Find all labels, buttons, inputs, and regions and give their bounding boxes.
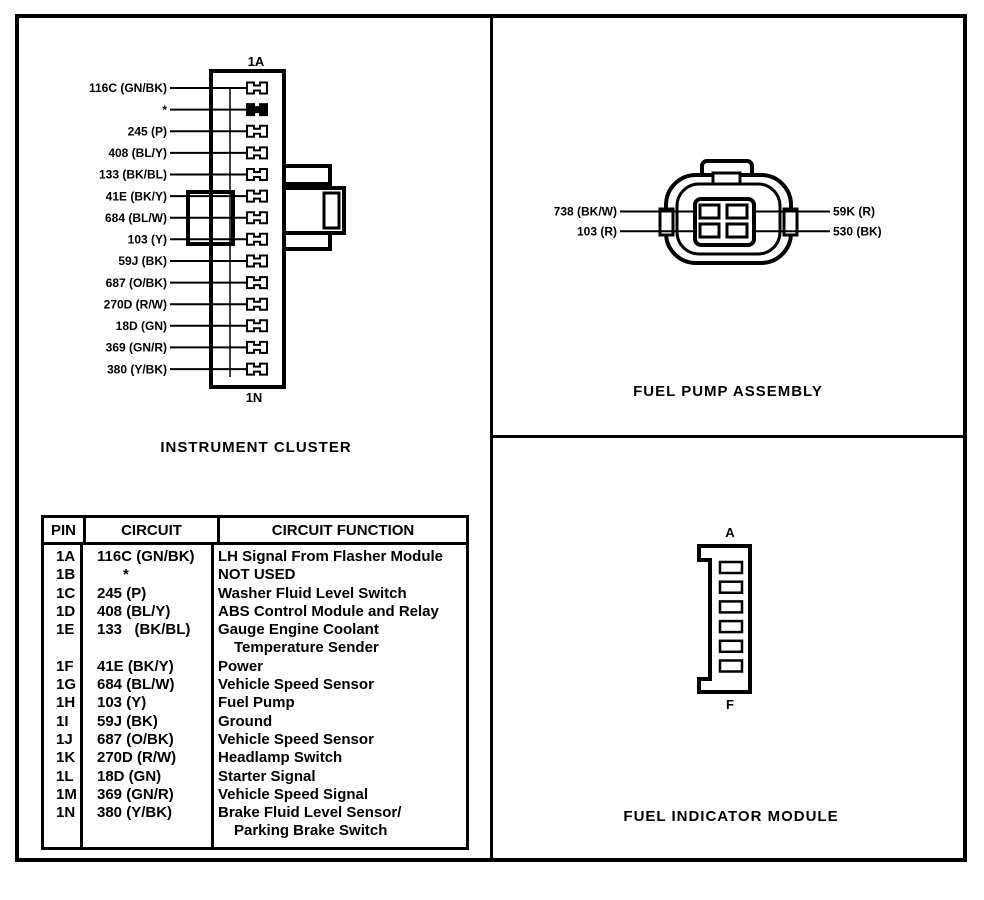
table-row [44,804,466,847]
function-line: Vehicle Speed Signal [218,785,369,803]
header-circuit: CIRCUIT [86,518,220,542]
function-line: Temperature Sender [234,639,379,657]
table-cell-function [214,566,466,584]
pin-wire-label: 41E (BK/Y) [105,189,167,204]
pin-wire-label: 687 (O/BK) [105,275,167,290]
table-cell-function [214,731,466,749]
table-cell-function [214,545,466,566]
fuel-indicator-caption: FUEL INDICATOR MODULE [623,808,839,825]
indicator-pin [720,562,742,573]
table-cell-circuit: 408 (BL/Y) [83,603,214,621]
pin-table [41,515,469,850]
table-cell-function [214,585,466,603]
indicator-pin [720,661,742,672]
table-cell-circuit: 684 (BL/W) [83,676,214,694]
indicator-first-pin-label: A [725,525,735,540]
function-line: Starter Signal [218,767,316,785]
fuel-pump-caption: FUEL PUMP ASSEMBLY [633,383,823,400]
table-cell-function [214,768,466,786]
table-row [44,603,466,621]
fuel-indicator-diagram [623,525,838,825]
pin-wire-label: 684 (BL/W) [104,210,167,225]
table-row [44,566,466,584]
pin-wire-label: 116C (GN/BK) [88,81,167,96]
table-row [44,658,466,676]
indicator-pin [720,641,742,652]
table-row [44,786,466,804]
table-cell-pin: 1E [44,621,83,658]
table-cell-pin: 1L [44,768,83,786]
indicator-last-pin-label: F [726,697,734,712]
pump-pin [700,205,719,218]
pump-wire-label: 738 (BK/W) [553,204,617,219]
pump-wire-label: 530 (BK) [833,224,882,239]
function-line: ABS Control Module and Relay [218,602,439,620]
pin-wire-label: 380 (Y/BK) [106,362,167,377]
table-cell-pin: 1M [44,786,83,804]
indicator-pin [720,601,742,612]
pin-wire-label: 369 (GN/R) [105,340,167,355]
cluster-top-pin-label: 1A [247,54,265,69]
table-cell-function [214,786,466,804]
function-line: LH Signal From Flasher Module [218,548,444,565]
cluster-right-plug-slot [324,193,339,228]
table-cell-pin: 1N [44,804,83,847]
function-line: Vehicle Speed Sensor [218,730,374,748]
function-line: Parking Brake Switch [234,822,388,840]
table-cell-pin: 1H [44,694,83,712]
cluster-connector-body [211,71,284,387]
function-line: Ground [218,712,273,730]
table-cell-circuit: 380 (Y/BK) [83,804,214,847]
table-cell-circuit: 103 (Y) [83,694,214,712]
table-cell-pin: 1J [44,731,83,749]
instrument-cluster-caption: INSTRUMENT CLUSTER [160,439,352,456]
table-cell-circuit: 133 (BK/BL) [83,621,214,658]
pin-table-header [44,518,466,545]
table-cell-function [214,621,466,658]
table-row [44,585,466,603]
table-cell-circuit: 18D (GN) [83,768,214,786]
table-row [44,694,466,712]
pin-wire-label: 408 (BL/Y) [108,146,167,161]
pin-wire-label: 245 (P) [127,124,167,139]
pin-wire-label: 270D (R/W) [103,297,167,312]
table-cell-circuit: 369 (GN/R) [83,786,214,804]
table-cell-function [214,804,466,847]
pump-pin [700,224,719,237]
table-row [44,545,466,566]
header-pin: PIN [44,518,86,542]
table-cell-function [214,713,466,731]
table-row [44,676,466,694]
table-cell-circuit: 687 (O/BK) [83,731,214,749]
pin-wire-label: 59J (BK) [118,254,167,269]
function-line: Headlamp Switch [218,749,343,767]
table-cell-pin: 1B [44,566,83,584]
function-line: Washer Fluid Level Switch [218,584,407,602]
table-cell-circuit: 116C (GN/BK) [83,545,214,566]
table-cell-pin: 1K [44,749,83,767]
table-cell-function [214,749,466,767]
indicator-pin [720,582,742,593]
pump-pin [727,224,747,237]
cluster-bottom-pin-label: 1N [245,390,263,405]
table-cell-function [214,676,466,694]
fuel-pump-diagram [554,161,882,400]
indicator-pin [720,621,742,632]
table-row [44,731,466,749]
table-row [44,621,466,658]
table-cell-function [214,658,466,676]
header-circuit-function: CIRCUIT FUNCTION [271,522,415,539]
table-row [44,713,466,731]
table-row [44,768,466,786]
pump-pin [727,205,747,218]
function-line: NOT USED [218,566,296,584]
table-row [44,749,466,767]
pin-wire-label: 133 (BK/BL) [98,167,167,182]
table-cell-pin: 1F [44,658,83,676]
table-cell-circuit: 41E (BK/Y) [83,658,214,676]
table-cell-pin: 1C [44,585,83,603]
table-cell-pin: 1I [44,713,83,731]
table-cell-pin: 1G [44,676,83,694]
table-cell-circuit: 245 (P) [83,585,214,603]
table-cell-circuit: * [83,566,214,584]
instrument-cluster-diagram [89,54,352,456]
cluster-right-tab-top [284,166,330,184]
function-line: Brake Fluid Level Sensor/ [218,804,402,822]
table-cell-pin: 1A [44,545,83,566]
table-cell-pin: 1D [44,603,83,621]
function-line: Vehicle Speed Sensor [218,676,374,694]
pin-table-body [44,545,466,847]
pin-wire-label: 103 (Y) [127,232,167,247]
pin-wire-label: * [162,102,167,117]
function-line: Gauge Engine Coolant [218,621,379,639]
function-line: Fuel Pump [218,694,295,712]
table-cell-function [214,603,466,621]
table-cell-circuit: 59J (BK) [83,713,214,731]
table-cell-function [214,694,466,712]
table-cell-circuit: 270D (R/W) [83,749,214,767]
pin-wire-label: 18D (GN) [115,319,167,333]
pump-wire-label: 103 (R) [576,224,617,239]
function-line: Power [218,657,264,675]
pump-wire-label: 59K (R) [833,204,876,219]
